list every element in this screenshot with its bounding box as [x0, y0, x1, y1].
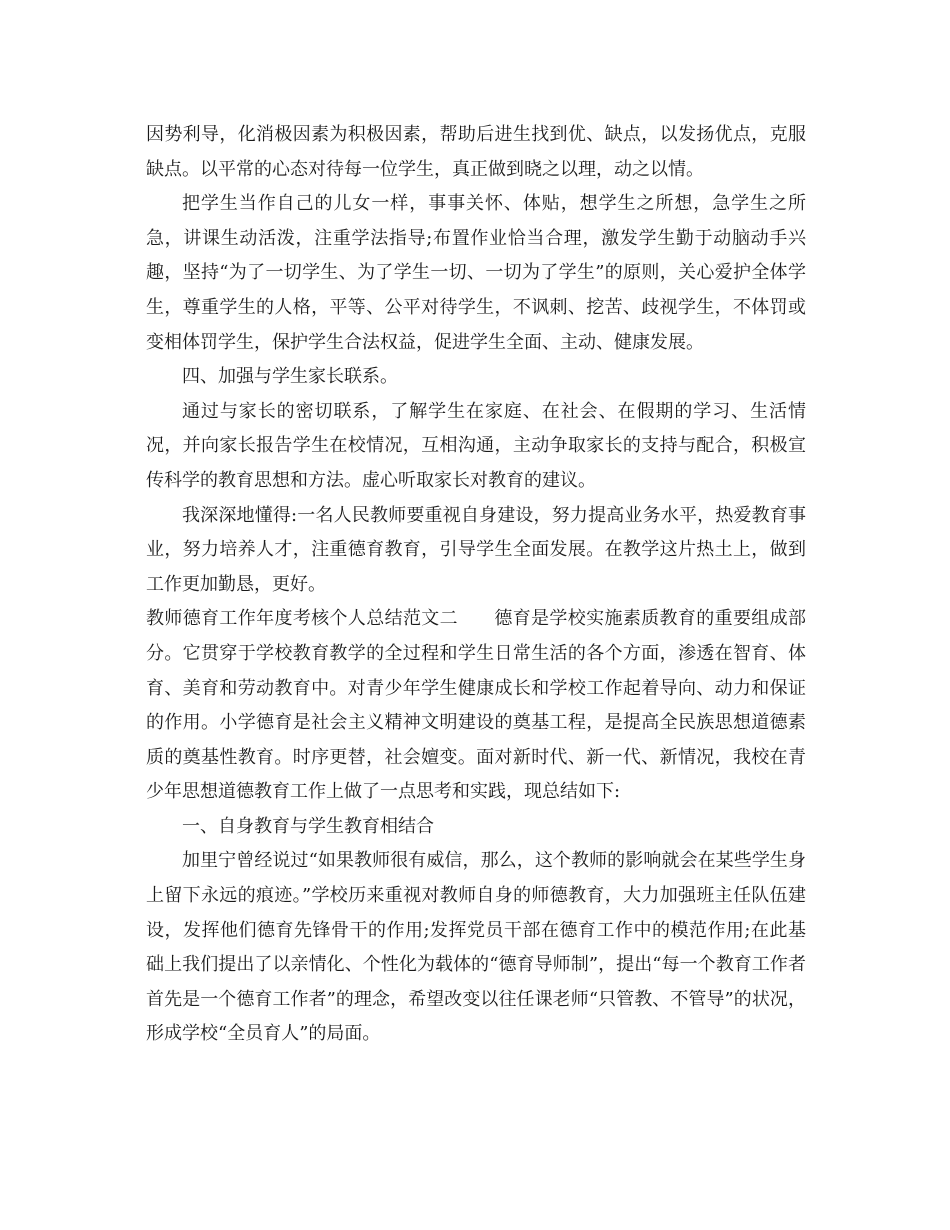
section-block — [146, 602, 806, 810]
heading-one: 一、自身教育与学生教育相结合 — [182, 815, 434, 837]
heading-four: 四、加强与学生家长联系。 — [182, 366, 398, 388]
section-title: 教师德育工作年度考核个人总结范文二 — [146, 608, 458, 630]
document-body — [146, 118, 806, 1052]
paragraph-5: 加里宁曾经说过“如果教师很有威信，那么，这个教师的影响就会在某些学生身上留下永远的痕迹。”学校历来重视对教师自身的师德教育，大力加强班主任队伍建设，发挥他们德育先锋骨干的作用;发挥党员干部在德育工作中的模范作用;在此基础上我们提出了以亲情化、个性化为载体的“德育导师制”，提出“每一个教育工作者首先是一个德育工作者”的理念，希望改变以往任课老师“只管教、不管导”的状况，形成学校“全员育人”的局面。 — [146, 850, 806, 1045]
paragraph-1: 因势利导，化消极因素为积极因素，帮助后进生找到优、缺点，以发扬优点，克服缺点。以平常的心态对待每一位学生，真正做到晓之以理，动之以情。 — [146, 124, 806, 180]
paragraph-3: 通过与家长的密切联系，了解学生在家庭、在社会、在假期的学习、生活情况，并向家长报告学生在校情况，互相沟通，主动争取家长的支持与配合，积极宣传科学的教育思想和方法。虚心听取家长对教育的建议。 — [146, 400, 806, 491]
paragraph-2: 把学生当作自己的儿女一样，事事关怀、体贴，想学生之所想，急学生之所急，讲课生动活泼，注重学法指导;布置作业恰当合理，激发学生勤于动脑动手兴趣，坚持“为了一切学生、为了学生一切、一切为了学生”的原则，关心爱护全体学生，尊重学生的人格，平等、公平对待学生，不讽刺、挖苦、歧视学生，不体罚或变相体罚学生，保护学生合法权益，促进学生全面、主动、健康发展。 — [146, 193, 806, 353]
section-intro: 德育是学校实施素质教育的重要组成部分。它贯穿于学校教育教学的全过程和学生日常生活的各个方面，渗透在智育、体育、美育和劳动教育中。对青少年学生健康成长和学校工作起着导向、动力和保证的作用。小学德育是社会主义精神文明建设的奠基工程，是提高全民族思想道德素质的奠基性教育。时序更替，社会嬗变。面对新时代、新一代、新情况，我校在青少年思想道德教育工作上做了一点思考和实践，现总结如下: — [146, 608, 806, 803]
paragraph-4: 我深深地懂得:一名人民教师要重视自身建设，努力提高业务水平，热爱教育事业，努力培养人才，注重德育教育，引导学生全面发展。在教学这片热土上，做到工作更加勤恳，更好。 — [146, 504, 806, 595]
